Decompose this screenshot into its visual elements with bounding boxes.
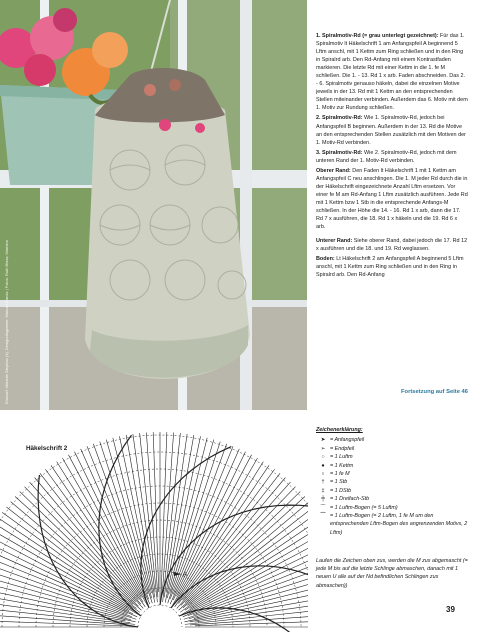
chart-stitch	[45, 469, 145, 607]
bag-flower	[159, 119, 171, 131]
chart-stitch	[170, 440, 214, 594]
chart-stitch	[181, 487, 296, 606]
legend-item	[316, 512, 472, 537]
legend-symbol-icon: ı	[322, 471, 324, 478]
footnote: Laufen die Zeichen oben zus, werden die M zus abgemascht (= jede M bis auf die letzte Schlinge abmaschen, danach mit 1 neuen U alle auf der Nd befindlichen Schlingen zus abmaschen))	[316, 558, 468, 589]
paragraph-top-edge: Oberer Rand: Den Faden lt Häkelschrift 1 mit 1 Kettm am Anfangspfeil C neu anschlingen. Die 1. M jeder Rd durch die in der Häkelschrift eingezeichnete Anzahl Lftm ersetzen. Vor einer fe M am Rd-Anfang 1 Lftm zusätzlich ausführen. Jede Rd mit 1 Kettm bzw 1 Stb in die entsprechende Anfangs-M schließen. In der Höhe die 14. - 16. Rd 1 x arb, dann die 17. Rd 7 x ausführen, die 18. Rd 1 x häkeln und die 19. Rd 6 x arb.	[316, 167, 468, 231]
chart-stitch	[15, 497, 141, 611]
paragraph-round-1: 1. Spiralmotiv-Rd (= grau unterlegt gezeichnet): Für das 1. Spiralmotiv lt Häkelschrift 1 am Anfangspfeil A beginnend 5 Lftm anschl, mit 1 Kettm zum Ring schließen und in den Ring in Spiralrd arb. Den Rd-Anfang mit einem Kontrastfaden markieren. Die letzte Rd mit einer Kettm in die 1. fe M schließen. Die 1. - 13. Rd 1 x arb. Faden abschneiden. Das 2. - 6. Spiralmotiv genauso häkeln, dabei die einzelnen Motive jeweils in der 13. Rd mit 1 Kettm an den entsprechenden Stellen miteinander verbinden. Außerdem das 6. Motiv mit dem 1. Motiv zur Rundung schließen.	[316, 33, 468, 112]
instructions-text	[316, 32, 468, 281]
legend-item	[316, 504, 472, 512]
symbol-legend	[316, 426, 472, 537]
legend-text: = 1 Luftm-Bogen (= 5 Luftm)	[330, 504, 398, 511]
legend-symbol-icon: ➢	[320, 445, 326, 452]
legend-text: = 1 Luftm	[330, 454, 353, 461]
legend-text: = 1 Stb	[330, 479, 348, 486]
chart-stitch	[87, 446, 149, 599]
chart-round	[138, 605, 182, 627]
paragraph-round-2: 2. Spiralmotiv-Rd: Wie 1. Spiralmotiv-Rd, jedoch bei Anfangspfeil B beginnen. Außerdem in der 13. Rd die Motive an den entsprechenden Stellen zusätzlich mit den Motiven der 1. Motiv-Rd verbinden.	[316, 115, 466, 146]
legend-item	[316, 445, 472, 453]
chart-stitch	[20, 492, 139, 607]
photo-credit: Entwurf: Melanie Stephan (1), Designdiagramm: Manuel Garcia | Fotos: Ruth Blass; Mariano	[4, 240, 9, 404]
legend-text: = Anfangspfeil	[330, 437, 365, 444]
continue-link[interactable]: Fortsetzung auf Seite 46	[401, 389, 468, 395]
paragraph-base: Boden: Lt Häkelschrift 2 am Anfangspfeil A beginnend 5 Lftm anschl, mit 1 Kettm zum Ring schließen und in den Ring in Spiralrd arb. Den Rd-Anfang	[316, 256, 464, 279]
chart-stitch	[11, 502, 134, 605]
legend-item	[316, 436, 472, 444]
legend-item	[316, 478, 472, 486]
crochet-chart-diagram	[0, 412, 308, 632]
legend-text: = Endpfeil	[330, 445, 355, 452]
legend-item	[316, 495, 472, 503]
paragraph-round-3: 3. Spiralmotiv-Rd: Wie 2. Spiralmotiv-Rd, jedoch mit dem unteren Rand der 1. Motiv-Rd verbinden.	[316, 149, 457, 164]
chart-stitch	[177, 482, 291, 608]
chart-stitch	[0, 518, 131, 607]
chart-stitch	[63, 458, 148, 605]
chart-stitch	[182, 478, 285, 601]
crochet-bag-photo	[0, 0, 307, 410]
legend-item	[316, 487, 472, 495]
page-number: 39	[446, 605, 455, 614]
chart-stitch	[188, 507, 308, 606]
chart-stitch	[0, 524, 135, 611]
chart-title: Häkelschrift 2	[26, 445, 68, 452]
chart-stitch	[179, 497, 305, 611]
chart-stitch	[180, 465, 269, 598]
legend-text: = 1 Luftm-Bogen (= 2 Luftm, 1 fe M um den entsprechenden Lftm-Bogen des angrenzenden Motivs, 2 Lftm)	[330, 513, 468, 536]
legend-title: Zeichenerklärung:	[316, 427, 363, 433]
legend-symbol-icon: ●	[321, 462, 325, 469]
product-photo	[0, 0, 307, 410]
chart-spiral	[160, 505, 308, 605]
legend-item	[316, 462, 472, 470]
legend-text: = 1 fe M	[330, 471, 350, 478]
chart-stitch	[68, 455, 145, 601]
legend-item	[316, 470, 472, 478]
legend-symbol-icon: †	[321, 479, 325, 486]
chart-stitch	[173, 458, 258, 605]
chart-stitch	[30, 482, 144, 608]
chart-stitch	[2, 512, 140, 612]
legend-item	[316, 453, 472, 461]
chart-stitch	[195, 620, 308, 626]
legend-symbol-icon: ⏜	[320, 513, 326, 520]
legend-text: = 1 Dreifach-Stb	[330, 496, 370, 503]
chart-stitch	[166, 435, 194, 593]
chart-stitch	[0, 620, 130, 626]
paragraph-bottom-edge: Unterer Rand: Siehe oberer Rand, dabei jedoch die 17. Rd 12 x ausführen und die 18. und 19. Rd weglassen.	[316, 238, 468, 253]
chart-stitch	[175, 469, 275, 607]
legend-symbol-icon: ➤	[320, 437, 326, 444]
legend-symbol-icon: ⌒	[320, 504, 326, 511]
legend-symbol-icon: ╪	[321, 496, 325, 503]
legend-symbol-icon: ○	[321, 454, 325, 461]
legend-text: = 1 Kettm	[330, 462, 354, 469]
chart-stitch	[93, 444, 148, 594]
legend-symbol-icon: ‡	[321, 487, 325, 494]
chart-stitch	[0, 560, 132, 616]
chart-label-a: A	[183, 572, 188, 578]
chart-stitch	[0, 613, 125, 624]
legend-text: = 1 DStb	[330, 487, 352, 494]
